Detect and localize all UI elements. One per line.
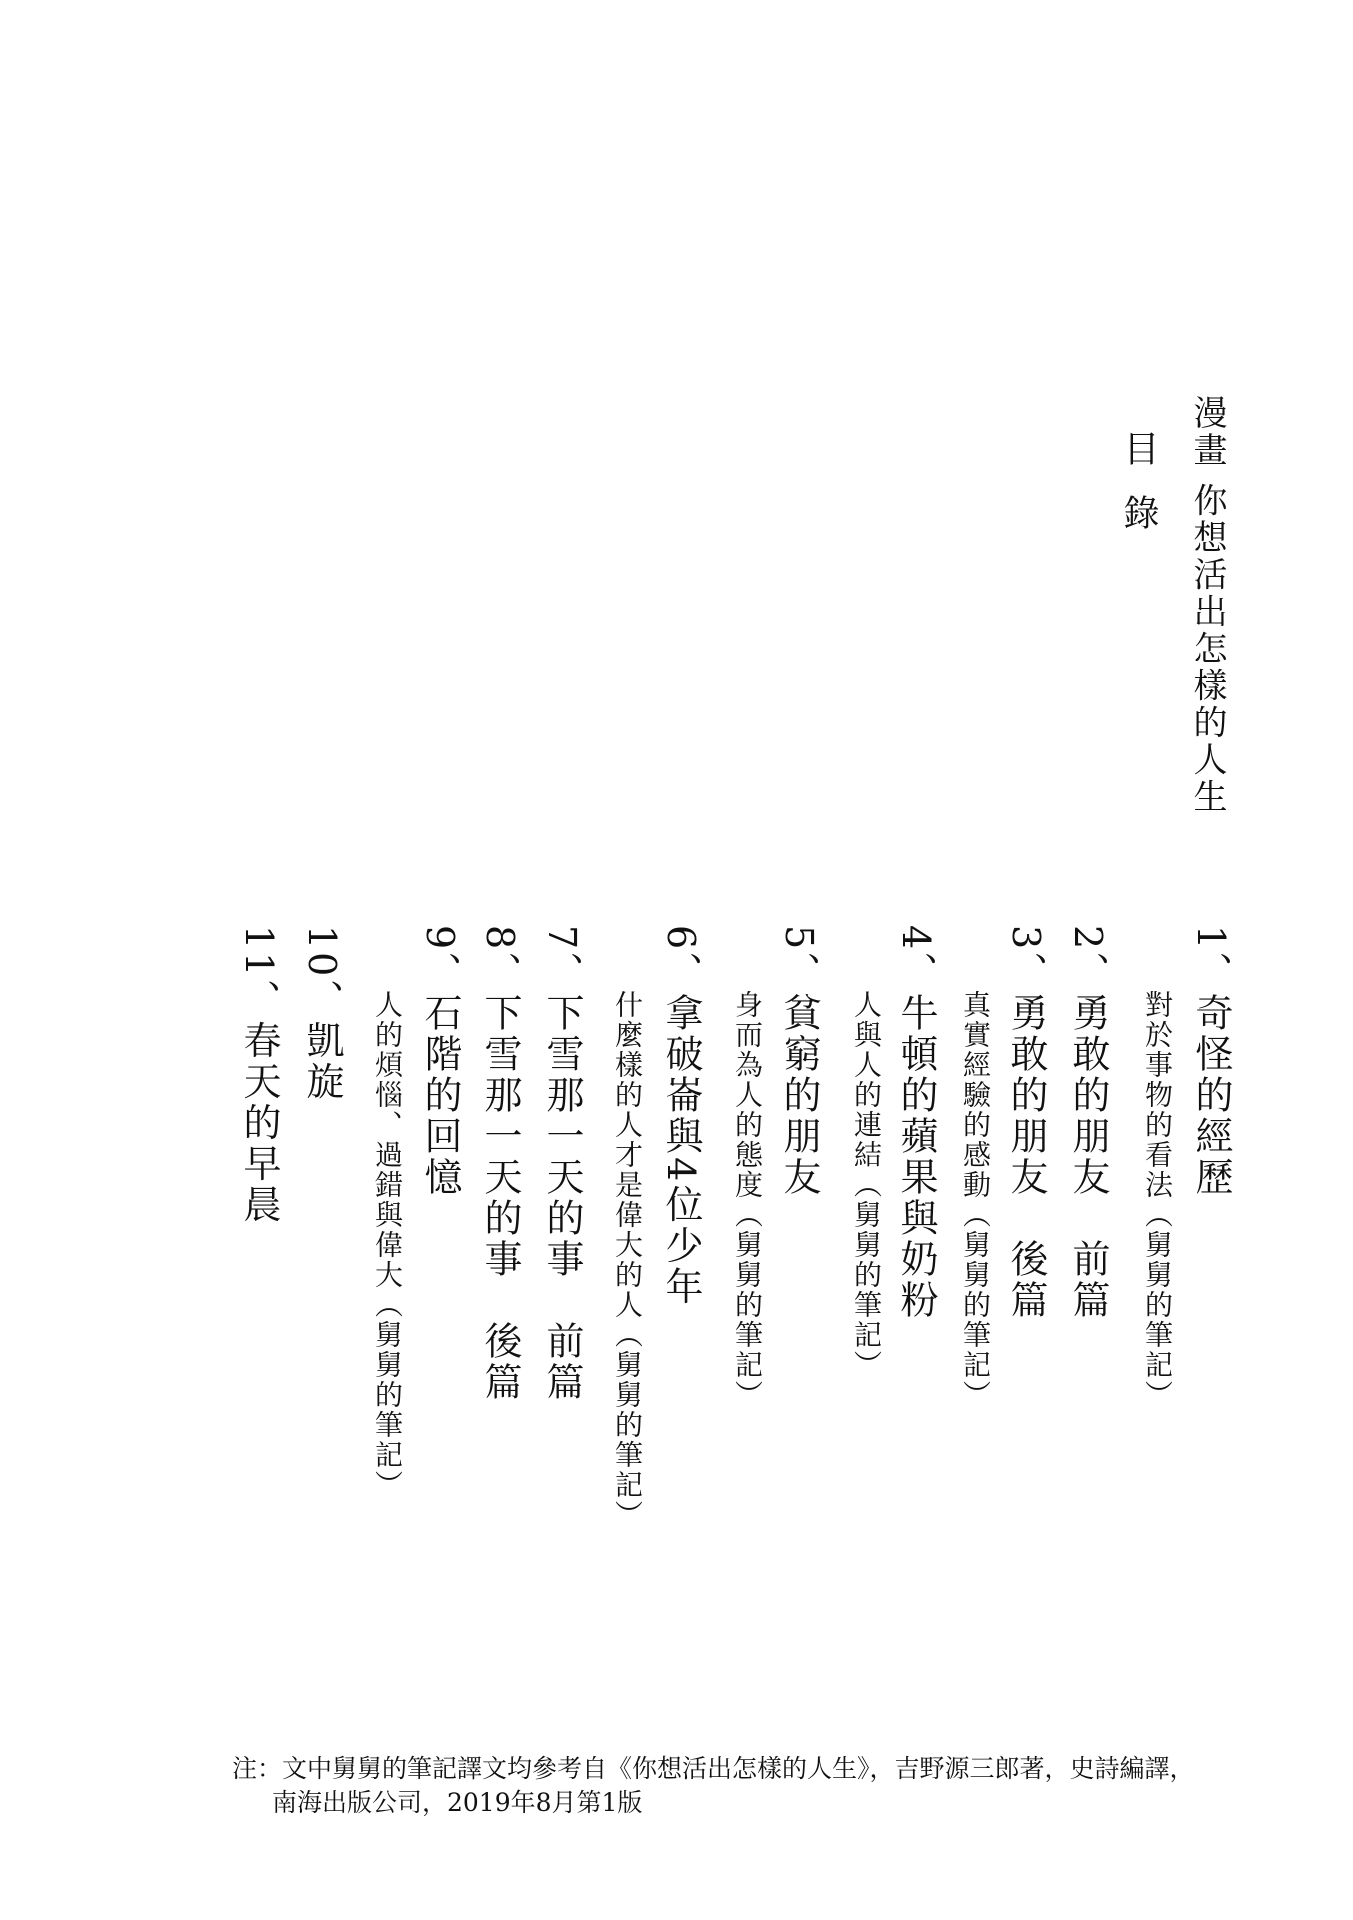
toc-entry-3-subtitle: 真實經驗的感動（舅舅的筆記） bbox=[959, 990, 992, 1410]
toc-entry-6: 6、拿破崙與4位少年 bbox=[659, 925, 703, 1308]
toc-entry-7: 7、下雪那一天的事 前篇 bbox=[540, 925, 584, 1404]
toc-entry-6-subtitle: 什麼樣的人才是偉大的人（舅舅的筆記） bbox=[611, 990, 644, 1530]
footnote-line-1: 注：文中舅舅的筆記譯文均參考自《你想活出怎樣的人生》，吉野源三郎著，史詩編譯， bbox=[232, 1754, 1195, 1783]
book-title: 漫畫 你想活出怎樣的人生 bbox=[1187, 395, 1227, 816]
toc-entry-4: 4、牛頓的蘋果與奶粉 bbox=[894, 925, 938, 1322]
toc-entry-9: 9、石階的回憶 bbox=[418, 925, 462, 1199]
toc-entry-1-subtitle: 對於事物的看法（舅舅的筆記） bbox=[1141, 990, 1174, 1410]
toc-entry-11: 11、春天的早晨 bbox=[237, 925, 281, 1226]
toc-entry-5: 5、貧窮的朋友 bbox=[777, 925, 821, 1199]
footnote bbox=[232, 1752, 1195, 1820]
toc-entry-10: 10、凱旋 bbox=[300, 925, 344, 1103]
toc-heading: 目錄 bbox=[1118, 430, 1159, 558]
toc-entry-2: 2、勇敢的朋友 前篇 bbox=[1066, 925, 1110, 1322]
toc-entry-9-subtitle: 人的煩惱、過錯與偉大（舅舅的筆記） bbox=[371, 990, 404, 1500]
toc-entry-1: 1、奇怪的經歷 bbox=[1189, 925, 1233, 1199]
toc-entry-3: 3、勇敢的朋友 後篇 bbox=[1004, 925, 1048, 1322]
toc-entry-4-subtitle: 人與人的連結（舅舅的筆記） bbox=[850, 990, 883, 1380]
toc-entry-8: 8、下雪那一天的事 後篇 bbox=[478, 925, 522, 1404]
toc-entry-5-subtitle: 身而為人的態度（舅舅的筆記） bbox=[731, 990, 764, 1410]
footnote-line-2: 南海出版公司，2019年8月第1版 bbox=[272, 1788, 643, 1817]
